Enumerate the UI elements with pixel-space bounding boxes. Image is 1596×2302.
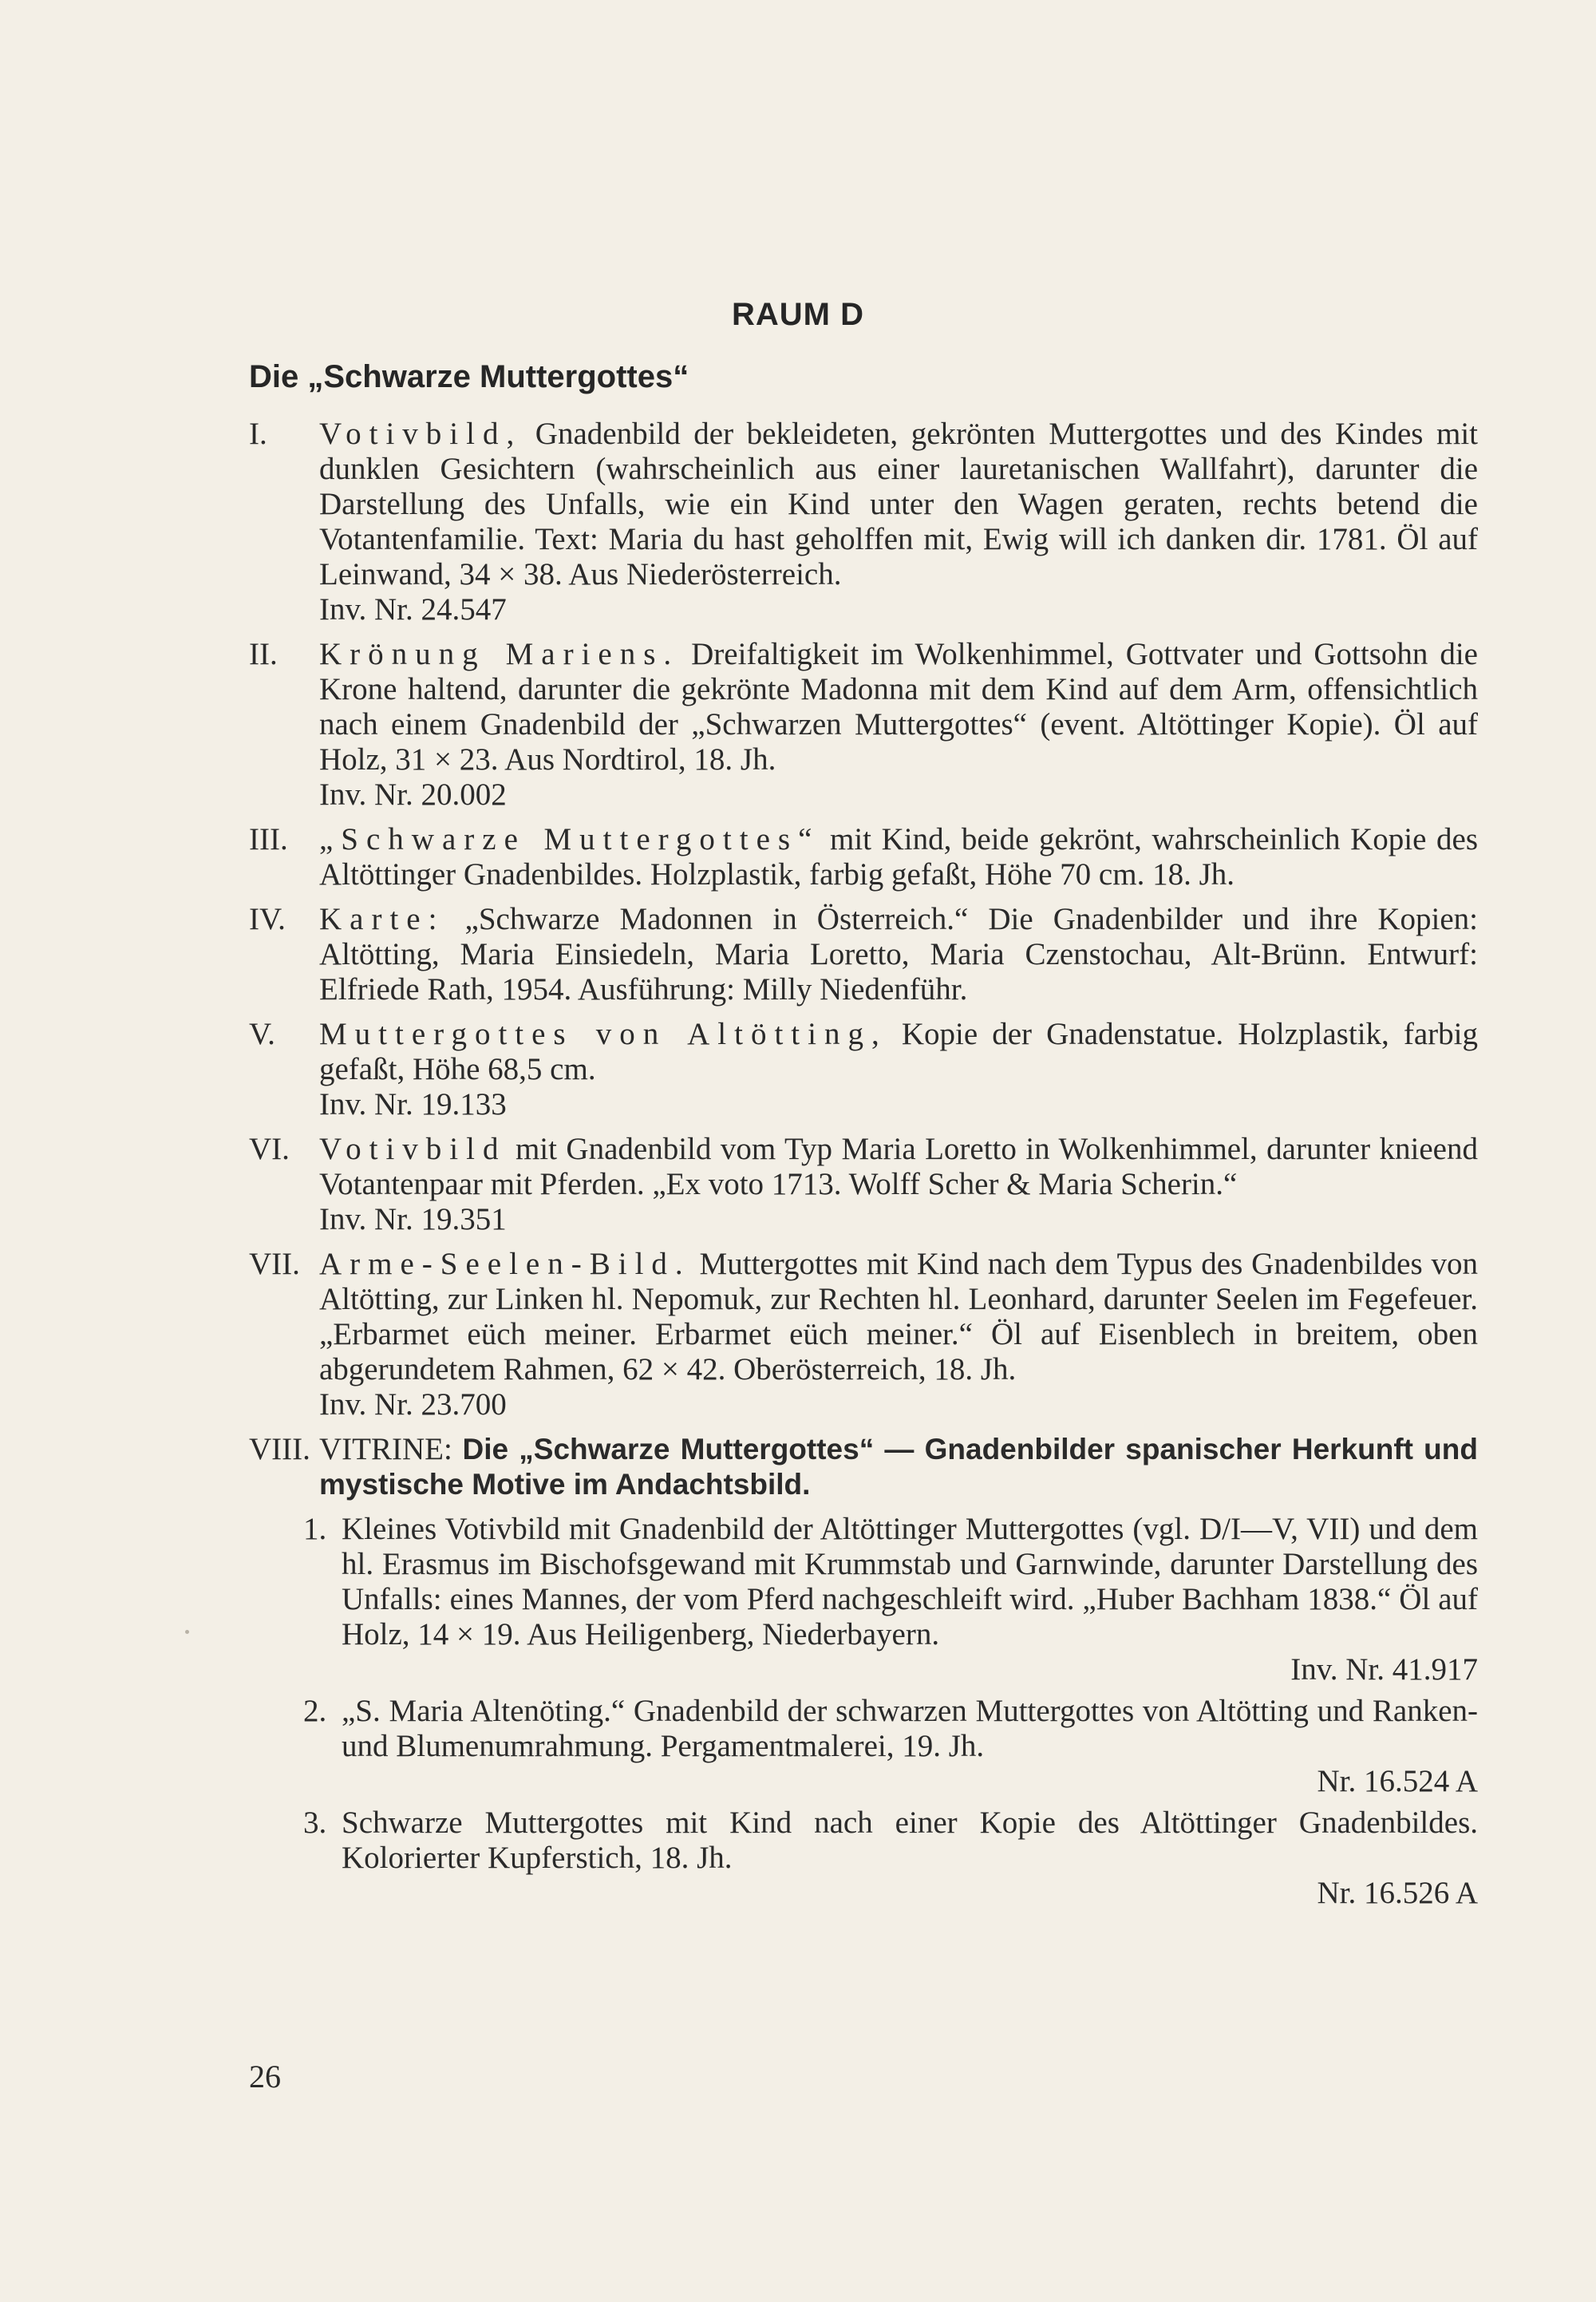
vitrine-item-1: [249, 1512, 1478, 1687]
catalog-entry-5: [249, 1017, 1478, 1122]
inventory-number: Inv. Nr. 41.917: [1290, 1652, 1478, 1687]
entry-title: Karte:: [319, 902, 445, 936]
entry-number: VIII.: [249, 1432, 310, 1466]
entry-text: Muttergottes mit Kind nach dem Typus des Gnadenbildes von Altötting, zur Linken hl. Nepomuk, zur Rechten hl. Leonhard, darunter Seelen im Fegefeuer. „Erbarmet eüch meiner. Erbarmet eüch meiner.“ Öl auf Eisenblech in breitem, oben abgerundetem Rahmen, 62 × 42. Oberösterreich, 18. Jh.: [319, 1247, 1478, 1386]
entry-title: „Schwarze Muttergottes“: [319, 822, 820, 856]
entry-number: III.: [249, 822, 288, 856]
catalog-entry-4: [249, 902, 1478, 1007]
inventory-number: Nr. 16.526 A: [1317, 1876, 1478, 1910]
item-number: 1.: [303, 1512, 327, 1546]
catalog-entry-7: [249, 1247, 1478, 1422]
entry-title: Votivbild,: [319, 417, 523, 451]
catalog-entry-2: [249, 637, 1478, 813]
item-number: 3.: [303, 1806, 327, 1840]
vitrine-heading: Die „Schwarze Muttergottes“ — Gnadenbilder spanischer Herkunft und mystische Motive im Andachtsbild.: [319, 1433, 1478, 1501]
vitrine-entry: [249, 1432, 1478, 1502]
section-heading: Die „Schwarze Muttergottes“: [249, 359, 689, 394]
vitrine-label: VITRINE:: [319, 1432, 463, 1466]
entry-number: II.: [249, 637, 278, 671]
entry-number: V.: [249, 1017, 275, 1051]
item-text: Kleines Votivbild mit Gnadenbild der Altöttinger Muttergottes (vgl. D/I—V, VII) und dem hl. Erasmus im Bischofsgewand mit Krummstab und Garnwinde, darunter Darstellung des Unfalls: eines Mannes, der vom Pferd nachgeschleift wird. „Huber Bachham 1838.“ Öl auf Holz, 14 × 19. Aus Heiligenberg, Niederbayern.: [342, 1512, 1478, 1651]
item-number: 2.: [303, 1694, 327, 1728]
catalog-list: [249, 417, 1478, 1917]
entry-number: I.: [249, 417, 267, 451]
inventory-number: Nr. 16.524 A: [1317, 1764, 1478, 1798]
vitrine-item-2: [249, 1694, 1478, 1799]
entry-text: Dreifaltigkeit im Wolkenhimmel, Gottvater und Gottsohn die Krone haltend, darunter die gekrönte Madonna mit dem Kind auf dem Arm, offensichtlich nach einem Gnadenbild der „Schwarzen Muttergottes“ (event. Altöttinger Kopie). Öl auf Holz, 31 × 23. Aus Nordtirol, 18. Jh.: [319, 637, 1478, 777]
entry-title: Votivbild: [319, 1132, 507, 1166]
entry-title: Arme-Seelen-Bild.: [319, 1247, 691, 1281]
entry-text: mit Gnadenbild vom Typ Maria Loretto in Wolkenhimmel, darunter knieend Votantenpaar mit Pferden. „Ex voto 1713. Wolff Scher & Maria Scherin.“: [319, 1132, 1478, 1201]
entry-title: Krönung Mariens.: [319, 637, 680, 671]
vitrine-item-3: [249, 1806, 1478, 1911]
catalog-entry-3: [249, 822, 1478, 892]
print-speck: [185, 1630, 189, 1634]
entry-text: „Schwarze Madonnen in Österreich.“ Die Gnadenbilder und ihre Kopien: Altötting, Maria Einsiedeln, Maria Loretto, Maria Czenstochau, Alt-Brünn. Entwurf: Elfriede Rath, 1954. Ausführung: Milly Niedenführ.: [319, 902, 1478, 1007]
entry-title: Muttergottes von Altötting,: [319, 1017, 887, 1051]
item-text: Schwarze Muttergottes mit Kind nach einer Kopie des Altöttinger Gnadenbildes. Kolorierter Kupferstich, 18. Jh.: [342, 1806, 1478, 1875]
catalog-entry-1: [249, 417, 1478, 627]
entry-text: mit Kind, beide gekrönt, wahrscheinlich Kopie des Altöttinger Gnadenbildes. Holzplastik, farbig gefaßt, Höhe 70 cm. 18. Jh.: [319, 822, 1479, 892]
catalog-entry-6: [249, 1132, 1478, 1237]
inventory-number: Inv. Nr. 19.351: [319, 1202, 507, 1236]
inventory-number: Inv. Nr. 24.547: [319, 592, 507, 627]
entry-number: IV.: [249, 902, 286, 936]
entry-text: Kopie der Gnadenstatue. Holzplastik, farbig gefaßt, Höhe 68,5 cm.: [319, 1017, 1478, 1086]
inventory-number: Inv. Nr. 23.700: [319, 1387, 507, 1422]
entry-number: VII.: [249, 1247, 300, 1281]
item-text: „S. Maria Altenöting.“ Gnadenbild der schwarzen Muttergottes von Altötting und Ranken- und Blumenumrahmung. Pergamentmalerei, 19. Jh.: [342, 1694, 1478, 1763]
entry-number: VI.: [249, 1132, 290, 1166]
inventory-number: Inv. Nr. 20.002: [319, 777, 507, 812]
entry-text: Gnadenbild der bekleideten, gekrönten Muttergottes und des Kindes mit dunklen Gesichtern (wahrscheinlich aus einer lauretanischen Wallfahrt), darunter die Darstellung des Unfalls, wie ein Kind unter den Wagen geraten, rechts betend die Votantenfamilie. Text: Maria du hast geholffen mit, Ewig will ich danken dir. 1781. Öl auf Leinwand, 34 × 38. Aus Niederösterreich.: [319, 417, 1478, 591]
page-number: 26: [249, 2059, 281, 2094]
page-title: RAUM D: [732, 297, 864, 332]
inventory-number: Inv. Nr. 19.133: [319, 1087, 507, 1121]
